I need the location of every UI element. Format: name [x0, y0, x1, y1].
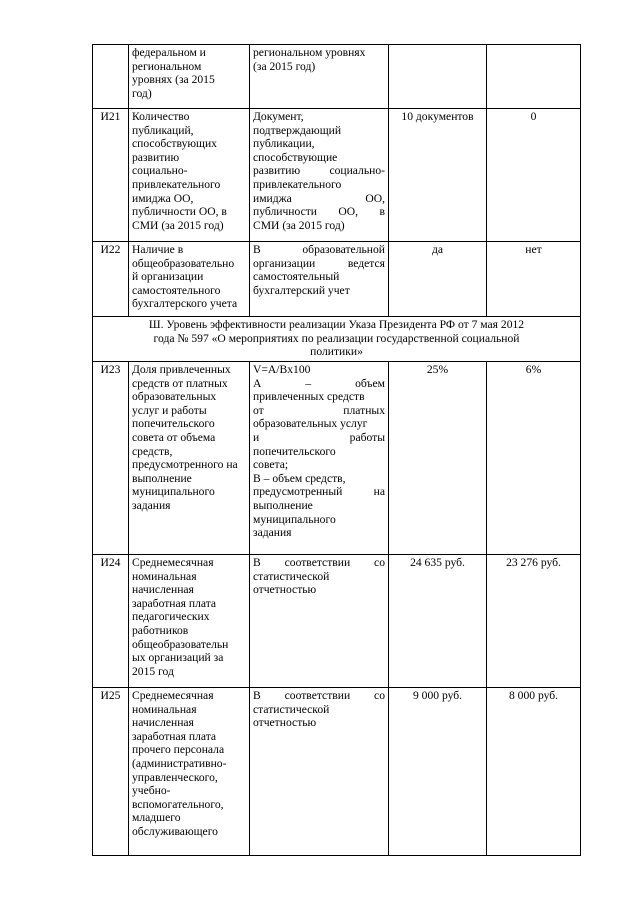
- text-line: В соответствии со: [253, 556, 385, 569]
- indicator-name: [129, 109, 250, 242]
- text-line: В – объем средств,: [253, 471, 346, 485]
- text-line: способствующие: [253, 150, 338, 164]
- text-line: образовательных: [132, 390, 217, 404]
- text-line: развитию социально-: [253, 164, 385, 178]
- text-line: Документ,: [253, 110, 304, 123]
- text-line: от платных: [253, 403, 385, 417]
- text-line: Количество: [132, 110, 190, 123]
- indicator-code: И24: [93, 555, 129, 688]
- table-row: [93, 109, 581, 242]
- text-line: младшего: [132, 811, 181, 825]
- calculation-method: [250, 242, 389, 317]
- text-line: предусмотренного на: [132, 458, 238, 472]
- text-line: попечительского: [132, 417, 215, 431]
- text-line: общеобразовательно: [132, 256, 235, 270]
- indicator-code: [93, 45, 129, 109]
- actual-value: 6%: [487, 362, 581, 555]
- text-line: задания: [253, 526, 292, 540]
- text-line: публикаций,: [132, 123, 194, 137]
- indicator-name: [129, 362, 250, 555]
- text-line: ых организаций за: [132, 651, 224, 665]
- text-line: бухгалтерского учета: [132, 297, 238, 311]
- text-line: заработная плата: [132, 729, 217, 743]
- section-heading: [93, 317, 581, 362]
- text-line: (административно-: [132, 756, 227, 770]
- text-line: управленческого,: [132, 770, 218, 784]
- text-line: муниципального: [253, 512, 336, 526]
- text-line: привлеченных средств: [253, 390, 365, 404]
- text-line: отчетностью: [253, 583, 317, 597]
- text-line: подтверждающий: [253, 123, 342, 137]
- text-line: самостоятельный: [253, 270, 340, 284]
- text-line: совета от объема: [132, 430, 216, 444]
- text-line: выполнение: [132, 471, 192, 485]
- indicator-code: И22: [93, 242, 129, 317]
- target-value: 25%: [389, 362, 487, 555]
- text-line: имиджа ОО,: [132, 191, 194, 205]
- text-line: имиджа ОО,: [253, 191, 385, 205]
- text-line: политики»: [310, 345, 363, 359]
- text-line: Ш. Уровень эффективности реализации Указа Президента РФ от 7 мая 2012: [148, 318, 525, 331]
- calculation-method: [250, 688, 389, 856]
- text-line: статистической: [253, 569, 330, 583]
- actual-value: [487, 45, 581, 109]
- actual-value: 23 276 руб.: [487, 555, 581, 688]
- text-line: способствующих: [132, 137, 217, 151]
- indicator-code: И25: [93, 688, 129, 856]
- text-line: региональном: [132, 59, 202, 73]
- text-line: публикации,: [253, 137, 315, 151]
- text-line: номинальная: [132, 702, 197, 716]
- text-line: статистической: [253, 702, 330, 716]
- text-line: Среднемесячная: [132, 556, 214, 569]
- text-line: V=A/Bx100: [253, 363, 311, 376]
- target-value: 10 документов: [389, 109, 487, 242]
- actual-value: нет: [487, 242, 581, 317]
- text-line: В соответствии со: [253, 689, 385, 702]
- text-line: СМИ (за 2015 год): [132, 218, 224, 232]
- text-line: предусмотренный на: [253, 485, 385, 499]
- target-value: 24 635 руб.: [389, 555, 487, 688]
- calculation-method: [250, 109, 389, 242]
- text-line: попечительского: [253, 444, 336, 458]
- table-row: [93, 688, 581, 856]
- text-line: федеральном и: [132, 46, 206, 59]
- text-line: обслуживающего: [132, 824, 218, 838]
- text-line: прочего персонала: [132, 743, 225, 757]
- text-line: и работы: [253, 430, 385, 444]
- indicator-name: [129, 555, 250, 688]
- text-line: средств от платных: [132, 376, 228, 390]
- indicator-code: И21: [93, 109, 129, 242]
- text-line: педагогических: [132, 610, 210, 624]
- target-value: 9 000 руб.: [389, 688, 487, 856]
- text-line: начисленная: [132, 583, 194, 597]
- actual-value: 8 000 руб.: [487, 688, 581, 856]
- target-value: да: [389, 242, 487, 317]
- text-line: уровнях (за 2015: [132, 73, 215, 87]
- text-line: социально-: [132, 164, 188, 178]
- calculation-method: [250, 362, 389, 555]
- text-line: услуг и работы: [132, 403, 207, 417]
- text-line: самостоятельного: [132, 283, 221, 297]
- text-line: публичности ОО, в: [253, 205, 385, 219]
- text-line: публичности ОО, в: [132, 205, 227, 219]
- calculation-method: [250, 555, 389, 688]
- text-line: Среднемесячная: [132, 689, 214, 702]
- text-line: й организации: [132, 270, 204, 284]
- table-row: [93, 45, 581, 109]
- indicator-code: И23: [93, 362, 129, 555]
- text-line: А – объем: [253, 376, 385, 390]
- table-row: [93, 242, 581, 317]
- text-line: отчетностью: [253, 716, 317, 730]
- indicator-name: [129, 688, 250, 856]
- text-line: номинальная: [132, 569, 197, 583]
- text-line: год): [132, 86, 152, 100]
- text-line: учебно-: [132, 784, 171, 798]
- text-line: начисленная: [132, 716, 194, 730]
- indicators-table: [92, 44, 581, 856]
- text-line: бухгалтерский учет: [253, 283, 350, 297]
- text-line: развитию: [132, 150, 180, 164]
- text-line: работников: [132, 623, 189, 637]
- text-line: региональном уровнях: [253, 46, 366, 59]
- calculation-method: [250, 45, 389, 109]
- text-line: (за 2015 год): [253, 59, 316, 73]
- target-value: [389, 45, 487, 109]
- text-line: Наличие в: [132, 243, 184, 256]
- text-line: выполнение: [253, 498, 313, 512]
- text-line: общеобразовательн: [132, 637, 229, 651]
- text-line: организации ведется: [253, 256, 385, 270]
- text-line: средств,: [132, 444, 173, 458]
- indicator-name: [129, 242, 250, 317]
- text-line: привлекательного: [132, 177, 221, 191]
- text-line: совета;: [253, 458, 289, 472]
- text-line: СМИ (за 2015 год): [253, 218, 345, 232]
- text-line: образовательных услуг: [253, 417, 368, 431]
- text-line: года № 597 «О мероприятиях по реализации государственной социальной: [153, 331, 520, 345]
- table-row: [93, 362, 581, 555]
- section-row: [93, 317, 581, 362]
- text-line: муниципального: [132, 485, 215, 499]
- text-line: заработная плата: [132, 596, 217, 610]
- actual-value: 0: [487, 109, 581, 242]
- text-line: Доля привлеченных: [132, 363, 231, 376]
- text-line: В образовательной: [253, 243, 385, 256]
- text-line: задания: [132, 498, 171, 512]
- table-row: [93, 555, 581, 688]
- indicator-name: [129, 45, 250, 109]
- text-line: 2015 год: [132, 664, 174, 678]
- text-line: вспомогательного,: [132, 797, 224, 811]
- text-line: привлекательного: [253, 177, 342, 191]
